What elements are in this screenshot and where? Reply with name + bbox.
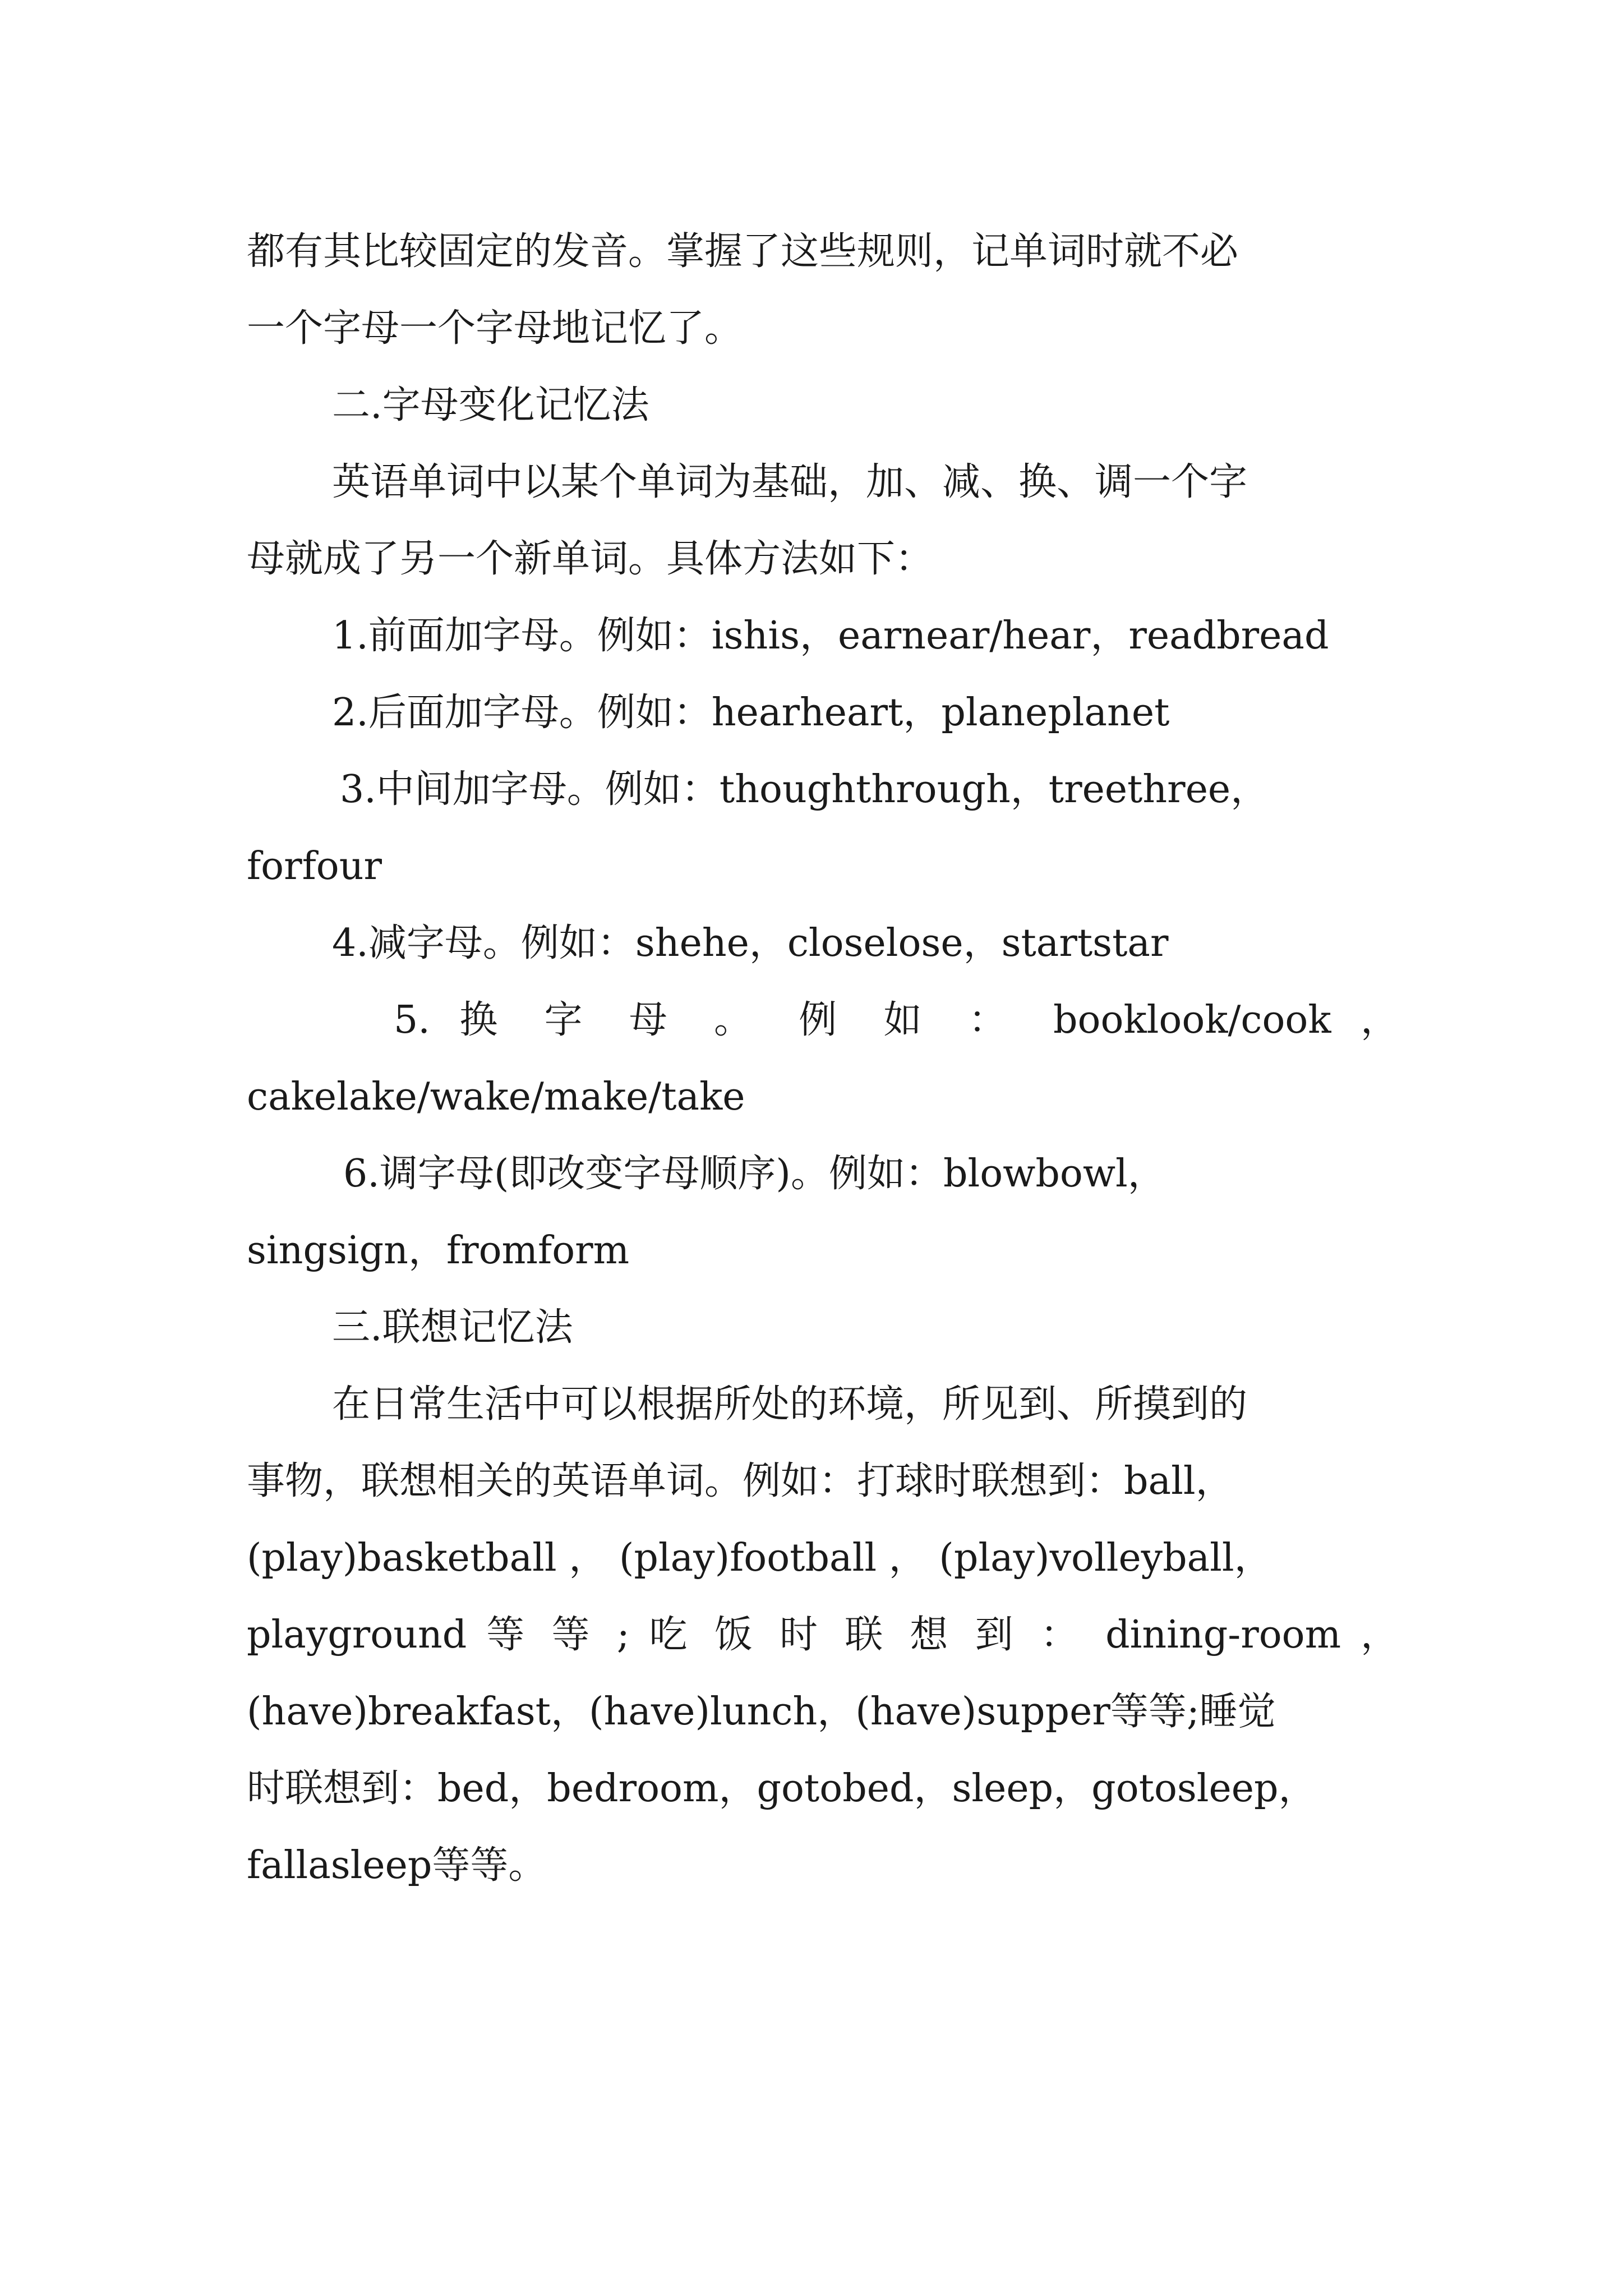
list-item-6: 6.调字母(即改变字母顺序)。例如：blowbowl， [343, 1152, 1166, 1196]
paragraph-line: playground 等 等 ; 吃 饭 时 联 想 到 ： dining-room ， [247, 1613, 1399, 1657]
paragraph-line: 时联想到：bed，bedroom，gotobed，sleep，gotosleep， [247, 1766, 1317, 1811]
paragraph-line: 母就成了另一个新单词。具体方法如下： [247, 537, 934, 581]
paragraph-line: 事物，联想相关的英语单词。例如：打球时联想到：ball， [247, 1459, 1234, 1503]
paragraph-line: 英语单词中以某个单词为基础，加、减、换、调一个字 [332, 460, 1248, 504]
paragraph-line: 都有其比较固定的发音。掌握了这些规则，记单词时就不必 [247, 229, 1239, 274]
paragraph-line: 在日常生活中可以根据所处的环境，所见到、所摸到的 [332, 1382, 1248, 1427]
section-heading-3: 三.联想记忆法 [332, 1305, 573, 1350]
list-item-6-cont: singsign，fromform [247, 1228, 630, 1273]
list-item-2: 2.后面加字母。例如：hearheart，planeplanet [332, 691, 1170, 735]
list-item-5: 5. 换 字 母 。 例 如 ： booklook/cook ， [394, 998, 1399, 1042]
section-heading-2: 二.字母变化记忆法 [332, 383, 649, 427]
paragraph-line: (play)basketball ， (play)football ， (play)volleyball， [247, 1536, 1272, 1580]
list-item-5-cont: cakelake/wake/make/take [247, 1075, 745, 1119]
paragraph-line: 一个字母一个字母地记忆了。 [247, 306, 743, 351]
list-item-3: 3.中间加字母。例如：thoughthrough，treethree， [340, 767, 1269, 812]
list-item-3-cont: forfour [247, 844, 382, 889]
list-item-1: 1.前面加字母。例如：ishis，earnear/hear，readbread [332, 614, 1329, 658]
list-item-4: 4.减字母。例如：shehe，closelose，startstar [332, 921, 1169, 965]
paragraph-line: (have)breakfast，(have)lunch，(have)supper等等;睡觉 [247, 1690, 1276, 1734]
paragraph-line: fallasleep等等。 [247, 1843, 547, 1888]
document-page [247, 213, 1399, 1904]
